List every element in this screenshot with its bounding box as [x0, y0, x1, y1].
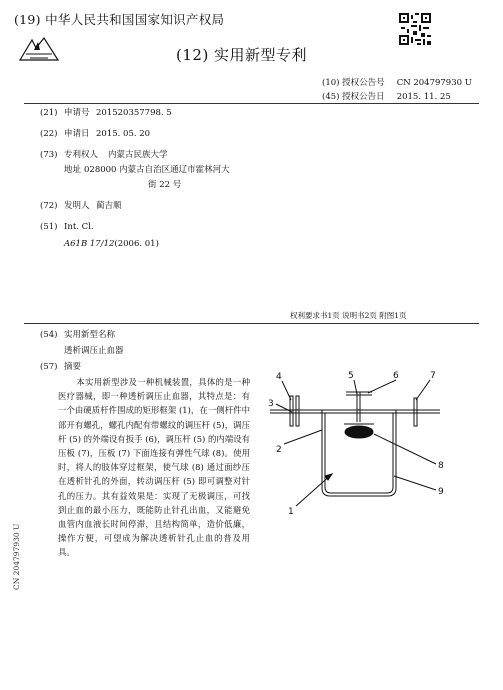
- publication-date-value: 2015. 11. 25: [396, 92, 451, 102]
- publication-date-row: [322, 90, 451, 102]
- address-continued: 街 22 号: [148, 180, 182, 190]
- publication-number-value: CN 204797930 U: [396, 78, 472, 88]
- figure-label-5: 5: [348, 371, 354, 381]
- application-date: 2015. 05. 20: [96, 129, 151, 139]
- application-number: 201520357798. 5: [96, 108, 172, 118]
- abstract-text: 本实用新型涉及一种机械装置，具体的是一种医疗器械，即一种透析调压止血器，其特点是：有一个由硬质杆件围成的矩形框架 (1)，在一侧杆件中部开有螺孔，螺孔内配有带螺纹的调压杆 (5)，调压杆 (5) 的外端设有扳手 (6)，调压杆 (5) 的内端设有压板 (7)，压板 (7) 下面连接有弹性气球 (8)。使用时，将人的肢体穿过框架，使气球 (8) 通过面纱压在透析针孔的外面，转动调压杆 (5) 即可调整对针孔的压力。其有益效果是：实现了无极调压，可找到止血的最小压力，既能防止针孔出血，又能避免血管内血液长时间停滞，且结构简单，造价低廉，操作方便，可望成为解决透析针孔止血的普及用具。: [58, 377, 250, 558]
- cnipa-logo-icon: [18, 36, 60, 64]
- application-number-row: (21) 申请号 201520357798. 5: [40, 108, 172, 118]
- inventor: 蔺吉顺: [96, 201, 122, 211]
- office-name: (19) 中华人民共和国国家知识产权局: [14, 12, 225, 27]
- figure-label-1: 1: [288, 507, 294, 517]
- figure-label-9: 9: [438, 487, 444, 497]
- header-divider: [24, 103, 479, 104]
- address: 028000 内蒙古自治区通辽市霍林河大: [84, 165, 230, 175]
- figure-label-4: 4: [276, 372, 282, 382]
- bibliographic-data: [40, 106, 230, 252]
- abstract-heading: (57) 摘要: [40, 362, 82, 372]
- inventor-row: (72) 发明人 蔺吉顺: [40, 201, 122, 211]
- application-date-row: (22) 申请日 2015. 05. 20: [40, 129, 151, 139]
- biblio-divider: [24, 323, 479, 324]
- device-figure: [262, 368, 452, 518]
- figure-label-7: 7: [430, 371, 436, 381]
- document-type: (12) 实用新型专利: [176, 46, 308, 64]
- patentee: 内蒙古民族大学: [108, 150, 168, 160]
- qr-code-icon: [399, 13, 431, 45]
- figure-label-8: 8: [438, 461, 444, 471]
- publication-number-row: [322, 76, 472, 88]
- utility-model-title-heading: (54) 实用新型名称: [40, 330, 116, 340]
- pages-summary: 权利要求书1页 说明书2页 附图1页: [290, 311, 407, 320]
- utility-model-title: 透析调压止血器: [64, 346, 124, 356]
- publication-date-label: (45) 授权公告日: [322, 92, 385, 102]
- address-row-2: [40, 178, 230, 193]
- intcl-value-row: [40, 237, 230, 252]
- intcl-row: (51) Int. Cl.: [40, 222, 94, 232]
- figure-label-3: 3: [268, 399, 274, 409]
- intcl-year: (2006. 01): [114, 239, 159, 249]
- patentee-row: (73) 专利权人 内蒙古民族大学: [40, 150, 168, 160]
- side-publication-code: CN 204797930 U: [12, 523, 21, 590]
- publication-number-label: (10) 授权公告号: [322, 78, 385, 88]
- address-row: 地址 028000 内蒙古自治区通辽市霍林河大: [64, 165, 230, 175]
- figure-label-2: 2: [276, 445, 282, 455]
- intcl-code: A61B 17/12: [64, 239, 115, 249]
- figure-label-6: 6: [393, 371, 399, 381]
